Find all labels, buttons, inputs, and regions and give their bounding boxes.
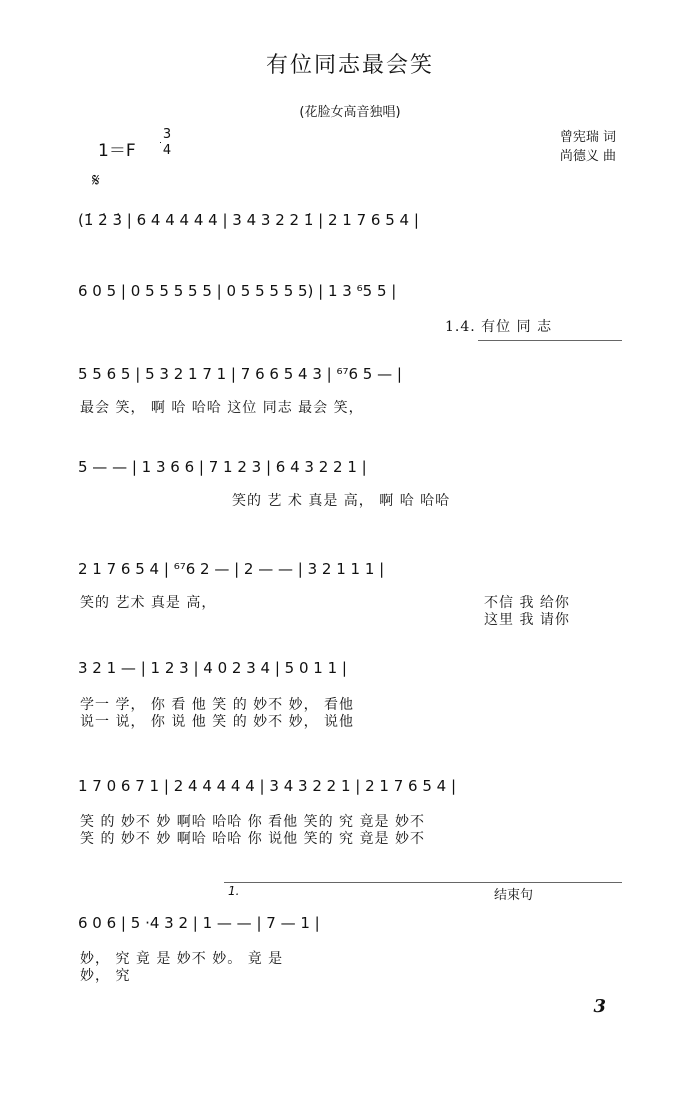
ending-label: 结束句	[494, 888, 534, 903]
lyric-line-8a: 妙， 究 竟 是 妙不 妙。 竟 是	[80, 951, 284, 967]
score-line-1: (1̇ 2̇ 3̇ | 6 4 4 4 4 4 | 3 4 3 2 2 1̇ | 2 1 7 6 5 4 |	[78, 211, 419, 229]
composer-credit: 尚德义 曲	[559, 149, 616, 164]
volta-1-label: 1.	[228, 884, 240, 898]
lyric-line-6a: 学一 学， 你 看 他 笑 的 妙不 妙， 看他	[80, 697, 355, 713]
score-line-7: 1 7 0 6 7 1 | 2 4 4 4 4 4 | 3 4 3 2 2 1 | 2 1 7 6 5 4 |	[78, 777, 456, 795]
lyric-line-8b: 妙， 究	[80, 968, 131, 984]
lyric-line-4: 笑的 艺 术 真是 高， 啊 哈 哈哈	[232, 493, 451, 509]
score-line-4: 5 — — | 1 3 6 6 | 7 1 2 3 | 6 4 3 2 2 1 |	[78, 458, 367, 476]
time-signature	[160, 127, 174, 158]
score-line-3: 5 5 6 5 | 5 3 2 1 7 1 | 7 6 6 5 4 3 | ⁶⁷6 5 — |	[78, 365, 402, 383]
side-lyric-a: 不信 我 给你	[484, 595, 570, 611]
meter-top: 3	[162, 127, 172, 142]
lyric-line-3: 最会 笑， 啊 哈 哈哈 这位 同志 最会 笑，	[80, 400, 364, 416]
side-lyric-b: 这里 我 请你	[484, 612, 570, 628]
meter-bottom: 4	[162, 143, 172, 158]
lyric-line-7a: 笑 的 妙不 妙 啊哈 哈哈 你 看他 笑的 究 竟是 妙不	[80, 814, 425, 830]
score-line-8: 6 0 6 | 5 ·4 3 2 | 1 — — | 7 — 1 |	[78, 914, 320, 932]
score-line-5: 2 1 7 6 5 4 | ⁶⁷6 2 — | 2 — — | 3 2 1 1 1 |	[78, 560, 385, 578]
lyric-line-7b: 笑 的 妙不 妙 啊哈 哈哈 你 说他 笑的 究 竟是 妙不	[80, 831, 425, 847]
segno-icon: 𝄋	[92, 170, 100, 191]
page-number: 3	[593, 996, 606, 1017]
lyricist-credit: 曾宪瑞 词	[559, 130, 616, 145]
phrase-bracket	[478, 340, 622, 341]
ending-line	[484, 882, 622, 883]
score-line-6: 3 2 1 — | 1 2 3 | 4 0 2 3 4 | 5 0 1 1 |	[78, 659, 347, 677]
page-title: 有位同志最会笑	[265, 53, 434, 78]
lyric-line-2: 1.4. 有位 同 志	[445, 319, 553, 335]
volta-1-line	[224, 882, 484, 883]
key-signature: 1＝F	[98, 141, 136, 161]
score-line-2: 6 0 5 | 0 5 5 5 5 5 | 0 5 5 5 5 5) | 1 3 ⁶5 5 |	[78, 282, 397, 300]
subtitle: (花脸女高音独唱)	[299, 105, 401, 120]
lyric-line-6b: 说一 说， 你 说 他 笑 的 妙不 妙， 说他	[80, 714, 355, 730]
lyric-line-5: 笑的 艺术 真是 高，	[80, 595, 217, 611]
